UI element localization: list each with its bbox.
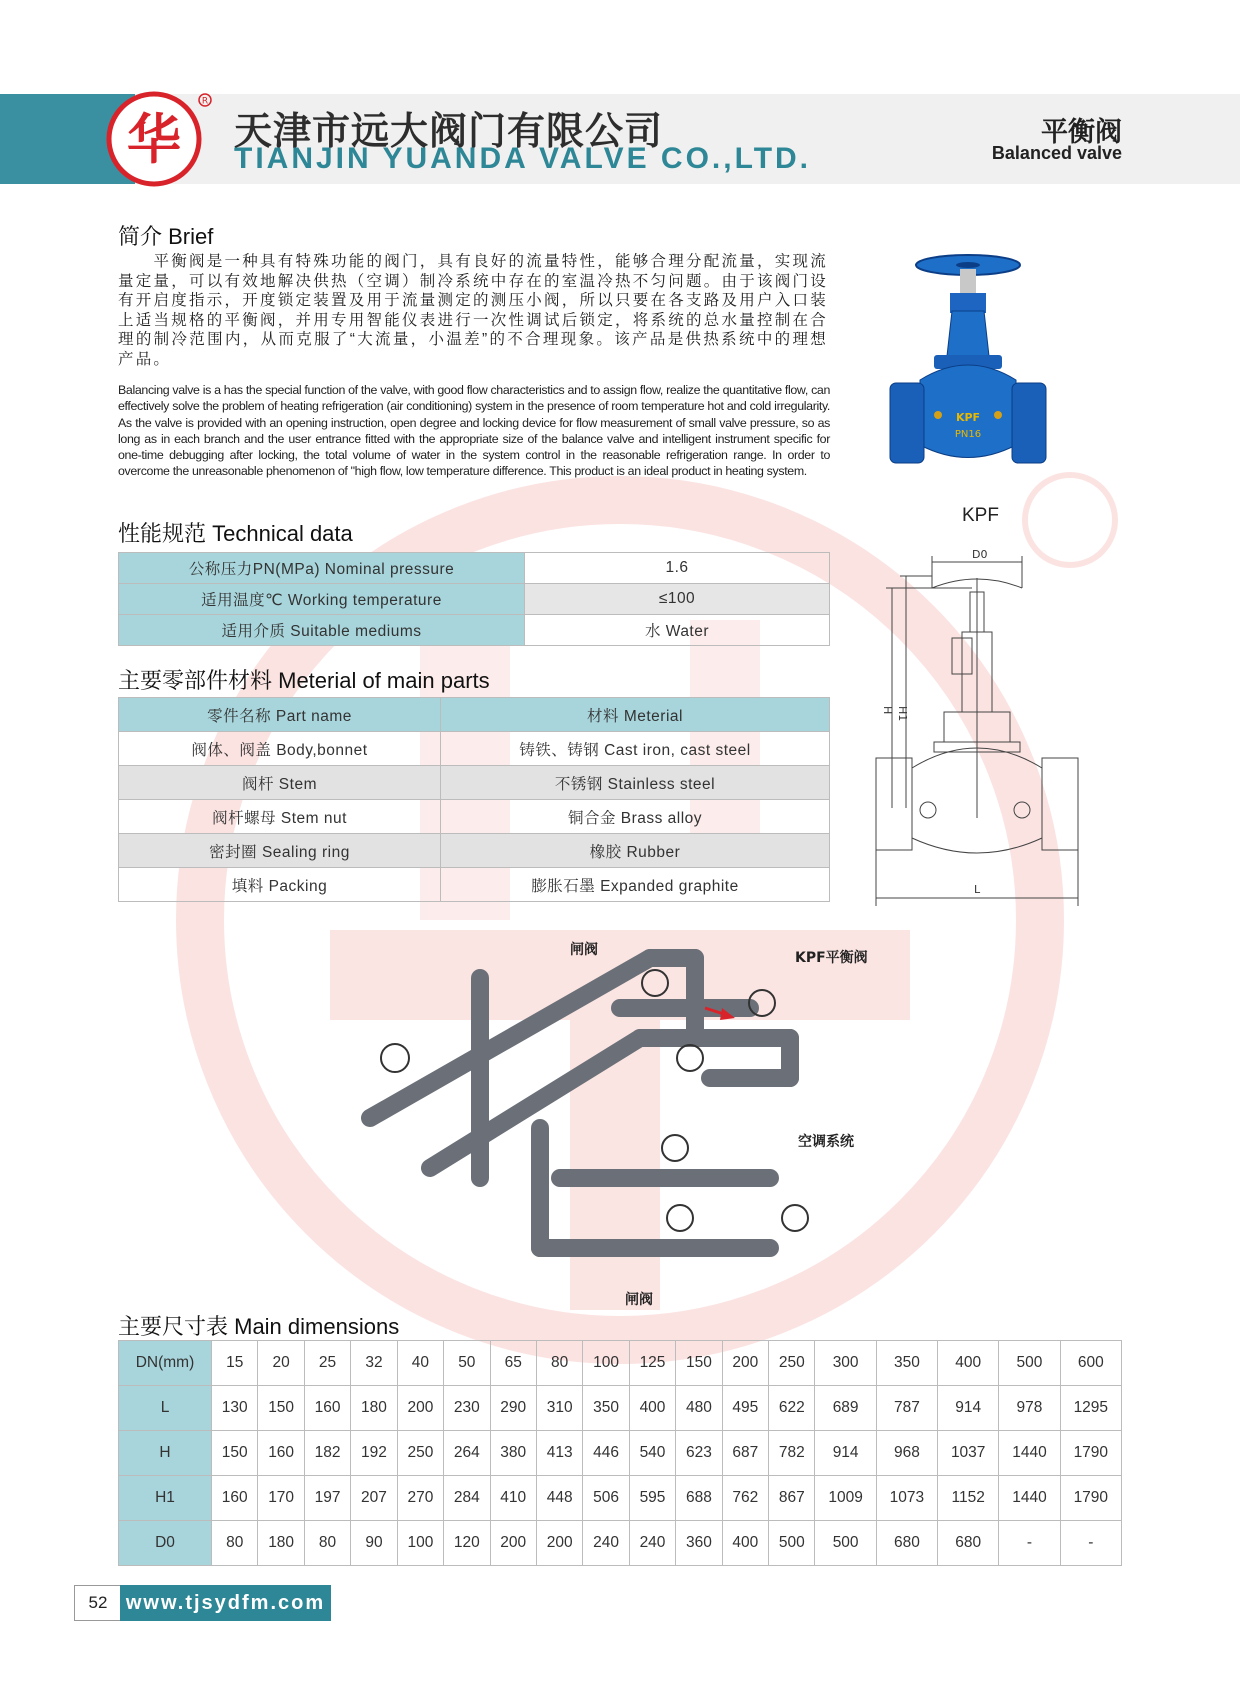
table-cell: 622 xyxy=(769,1386,815,1431)
table-cell: 80 xyxy=(304,1521,350,1566)
table-cell: 1009 xyxy=(815,1476,876,1521)
table-cell: 40 xyxy=(397,1341,443,1386)
table-cell: 270 xyxy=(397,1476,443,1521)
table-cell: 500 xyxy=(769,1521,815,1566)
brief-title: 简介 Brief xyxy=(118,224,214,249)
table-row-header: DN(mm) xyxy=(119,1341,212,1386)
table-cell: ≤100 xyxy=(525,584,830,615)
table-cell: 20 xyxy=(258,1341,304,1386)
table-header-cell: 材料 Meterial xyxy=(441,698,830,732)
company-name-en: TIANJIN YUANDA VALVE CO.,LTD. xyxy=(234,142,812,175)
table-cell: 1790 xyxy=(1060,1431,1121,1476)
table-cell: 400 xyxy=(629,1386,675,1431)
company-name-cn: 天津市远大阀门有限公司 xyxy=(234,111,664,153)
table-cell: 不锈钢 Stainless steel xyxy=(441,766,830,800)
table-cell: 495 xyxy=(722,1386,768,1431)
company-logo xyxy=(104,92,214,184)
diagram-label-ac: 空调系统 xyxy=(798,1134,854,1150)
table-row xyxy=(119,800,830,834)
table-row xyxy=(119,766,830,800)
drawing-label-h: H xyxy=(881,706,894,715)
table-cell: 689 xyxy=(815,1386,876,1431)
valve-model-label: KPF xyxy=(962,505,999,526)
materials-table xyxy=(118,697,830,902)
table-cell: 密封圈 Sealing ring xyxy=(119,834,441,868)
table-row xyxy=(119,1521,1122,1566)
table-cell: 680 xyxy=(938,1521,999,1566)
table-cell: 150 xyxy=(212,1431,258,1476)
table-cell: 787 xyxy=(876,1386,937,1431)
table-cell: 1.6 xyxy=(525,553,830,584)
table-cell: 540 xyxy=(629,1431,675,1476)
table-cell: 867 xyxy=(769,1476,815,1521)
table-cell: 968 xyxy=(876,1431,937,1476)
brief-text-cn: 平衡阀是一种具有特殊功能的阀门，具有良好的流量特性，能够合理分配流量，实现流量定量，可以有效地解决供热（空调）制冷系统中存在的室温冷热不匀问题。由于该阀门设有开启度指示，开度锁定装置及用于流量测定的测压小阀，所以只要在各支路及用户入口装上适当规格的平衡阀，并用专用智能仪表进行一次性调试后锁定，将系统的总水量控制在合理的制冷范围内，从而克服了“大流量，小温差”的不合理现象。该产品是供热系统中的理想产品。 xyxy=(118,253,828,368)
table-cell: 182 xyxy=(304,1431,350,1476)
piping-diagram xyxy=(350,928,868,1308)
table-cell: 填料 Packing xyxy=(119,868,441,902)
table-row-header: H xyxy=(119,1431,212,1476)
table-cell: 782 xyxy=(769,1431,815,1476)
drawing-label-h1: H1 xyxy=(896,706,909,722)
product-title-en: Balanced valve xyxy=(991,143,1122,163)
table-row xyxy=(119,834,830,868)
table-row-header: L xyxy=(119,1386,212,1431)
table-cell: 1440 xyxy=(999,1476,1060,1521)
table-cell: 80 xyxy=(536,1341,582,1386)
table-row-header: H1 xyxy=(119,1476,212,1521)
table-cell: 适用温度℃ Working temperature xyxy=(119,584,525,615)
table-cell: 914 xyxy=(938,1386,999,1431)
table-cell: 65 xyxy=(490,1341,536,1386)
table-row xyxy=(119,584,830,615)
table-cell: 688 xyxy=(676,1476,722,1521)
table-cell: 687 xyxy=(722,1431,768,1476)
product-title-cn: 平衡阀 xyxy=(1041,117,1122,147)
table-cell: 240 xyxy=(583,1521,629,1566)
dimensions-table xyxy=(118,1340,1122,1566)
table-cell: 290 xyxy=(490,1386,536,1431)
table-header-cell: 零件名称 Part name xyxy=(119,698,441,732)
table-row xyxy=(119,1476,1122,1521)
table-cell: 铸铁、铸钢 Cast iron, cast steel xyxy=(441,732,830,766)
table-cell: 448 xyxy=(536,1476,582,1521)
table-cell: 1152 xyxy=(938,1476,999,1521)
page-number: 52 xyxy=(74,1585,122,1621)
table-cell: 500 xyxy=(815,1521,876,1566)
table-cell: 446 xyxy=(583,1431,629,1476)
table-cell: 240 xyxy=(629,1521,675,1566)
table-cell: 250 xyxy=(397,1431,443,1476)
table-cell: 80 xyxy=(212,1521,258,1566)
diagram-label-gate-top: 闸阀 xyxy=(570,942,598,958)
table-cell: 914 xyxy=(815,1431,876,1476)
table-cell: 680 xyxy=(876,1521,937,1566)
table-cell: 284 xyxy=(444,1476,490,1521)
table-cell: 50 xyxy=(444,1341,490,1386)
table-cell: 200 xyxy=(722,1341,768,1386)
svg-text:R: R xyxy=(201,96,209,107)
table-cell: 阀杆 Stem xyxy=(119,766,441,800)
table-cell: 150 xyxy=(676,1341,722,1386)
table-cell: 160 xyxy=(258,1431,304,1476)
table-cell: 180 xyxy=(258,1521,304,1566)
table-cell: 200 xyxy=(536,1521,582,1566)
table-row xyxy=(119,553,830,584)
table-cell: 适用介质 Suitable mediums xyxy=(119,615,525,646)
table-cell: 410 xyxy=(490,1476,536,1521)
table-cell: 300 xyxy=(815,1341,876,1386)
website-url: www.tjsydfm.com xyxy=(120,1585,331,1621)
table-cell: 100 xyxy=(583,1341,629,1386)
table-row xyxy=(119,1386,1122,1431)
table-cell: 350 xyxy=(583,1386,629,1431)
diagram-label-kpf: KPF平衡阀 xyxy=(795,950,868,966)
table-cell: 264 xyxy=(444,1431,490,1476)
table-header-row xyxy=(119,698,830,732)
table-cell: 150 xyxy=(258,1386,304,1431)
table-cell: 207 xyxy=(351,1476,397,1521)
table-cell: 400 xyxy=(722,1521,768,1566)
technical-title: 性能规范 Technical data xyxy=(118,521,353,546)
table-cell: 480 xyxy=(676,1386,722,1431)
table-cell: 90 xyxy=(351,1521,397,1566)
table-cell: 120 xyxy=(444,1521,490,1566)
table-cell: 250 xyxy=(769,1341,815,1386)
table-cell: 橡胶 Rubber xyxy=(441,834,830,868)
table-cell: 100 xyxy=(397,1521,443,1566)
table-cell: 铜合金 Brass alloy xyxy=(441,800,830,834)
table-cell: 膨胀石墨 Expanded graphite xyxy=(441,868,830,902)
table-cell: 水 Water xyxy=(525,615,830,646)
technical-table xyxy=(118,552,830,646)
table-cell: - xyxy=(1060,1521,1121,1566)
table-cell: 978 xyxy=(999,1386,1060,1431)
drawing-label-l: L xyxy=(974,883,981,896)
table-cell: 阀体、阀盖 Body,bonnet xyxy=(119,732,441,766)
table-cell: 350 xyxy=(876,1341,937,1386)
dimensions-title: 主要尺寸表 Main dimensions xyxy=(118,1314,400,1339)
brief-text-en: Balancing valve is a has the special function of the valve, with good flow characteristics and to assign flow, realize the quantitative flow, can effectively solve the problem of heating refrigeration (air conditioning) system in the presence of room temperature hot and cold irregularity. As the valve is provided with an opening instruction, open degree and locking device for flow measurement of small valve pressure, so as long as in each branch and the user entrance fitted with the appropriate size of the balance valve and intelligent instrument specific for one-time debugging after locking, the total volume of water in the system control in the reasonable refrigeration range. In order to overcome the unreasonable phenomenon of "high flow, low temperature difference. This product is an ideal product in heating system. xyxy=(118,383,830,479)
table-cell: 25 xyxy=(304,1341,350,1386)
table-cell: 160 xyxy=(212,1476,258,1521)
table-cell: 380 xyxy=(490,1431,536,1476)
table-cell: 500 xyxy=(999,1341,1060,1386)
table-row xyxy=(119,1431,1122,1476)
svg-text:KPF: KPF xyxy=(955,411,981,424)
table-row xyxy=(119,732,830,766)
table-cell: 595 xyxy=(629,1476,675,1521)
table-cell: 413 xyxy=(536,1431,582,1476)
table-cell: 506 xyxy=(583,1476,629,1521)
table-cell: 360 xyxy=(676,1521,722,1566)
table-cell: 130 xyxy=(212,1386,258,1431)
table-cell: 阀杆螺母 Stem nut xyxy=(119,800,441,834)
table-cell: 230 xyxy=(444,1386,490,1431)
table-row-header: D0 xyxy=(119,1521,212,1566)
table-cell: 197 xyxy=(304,1476,350,1521)
table-cell: 400 xyxy=(938,1341,999,1386)
table-cell: 1037 xyxy=(938,1431,999,1476)
diagram-label-gate-bottom: 闸阀 xyxy=(625,1292,653,1308)
dimension-drawing xyxy=(872,548,1092,916)
table-cell: 15 xyxy=(212,1341,258,1386)
table-row xyxy=(119,868,830,902)
table-cell: 623 xyxy=(676,1431,722,1476)
table-cell: 32 xyxy=(351,1341,397,1386)
table-cell: 170 xyxy=(258,1476,304,1521)
table-cell: 160 xyxy=(304,1386,350,1431)
table-cell: 180 xyxy=(351,1386,397,1431)
table-cell: 公称压力PN(MPa) Nominal pressure xyxy=(119,553,525,584)
logo-character: 华 xyxy=(127,108,181,171)
table-cell: 200 xyxy=(490,1521,536,1566)
table-cell: 200 xyxy=(397,1386,443,1431)
table-cell: 125 xyxy=(629,1341,675,1386)
table-cell: 1295 xyxy=(1060,1386,1121,1431)
table-cell: - xyxy=(999,1521,1060,1566)
table-cell: 1790 xyxy=(1060,1476,1121,1521)
table-cell: 1073 xyxy=(876,1476,937,1521)
table-cell: 762 xyxy=(722,1476,768,1521)
table-row xyxy=(119,615,830,646)
table-cell: 310 xyxy=(536,1386,582,1431)
materials-title: 主要零部件材料 Meterial of main parts xyxy=(118,668,490,693)
table-row xyxy=(119,1341,1122,1386)
svg-text:PN16: PN16 xyxy=(954,429,982,440)
valve-photo xyxy=(890,255,1090,500)
table-cell: 600 xyxy=(1060,1341,1121,1386)
drawing-label-d0: D0 xyxy=(972,548,988,561)
table-cell: 1440 xyxy=(999,1431,1060,1476)
table-cell: 192 xyxy=(351,1431,397,1476)
